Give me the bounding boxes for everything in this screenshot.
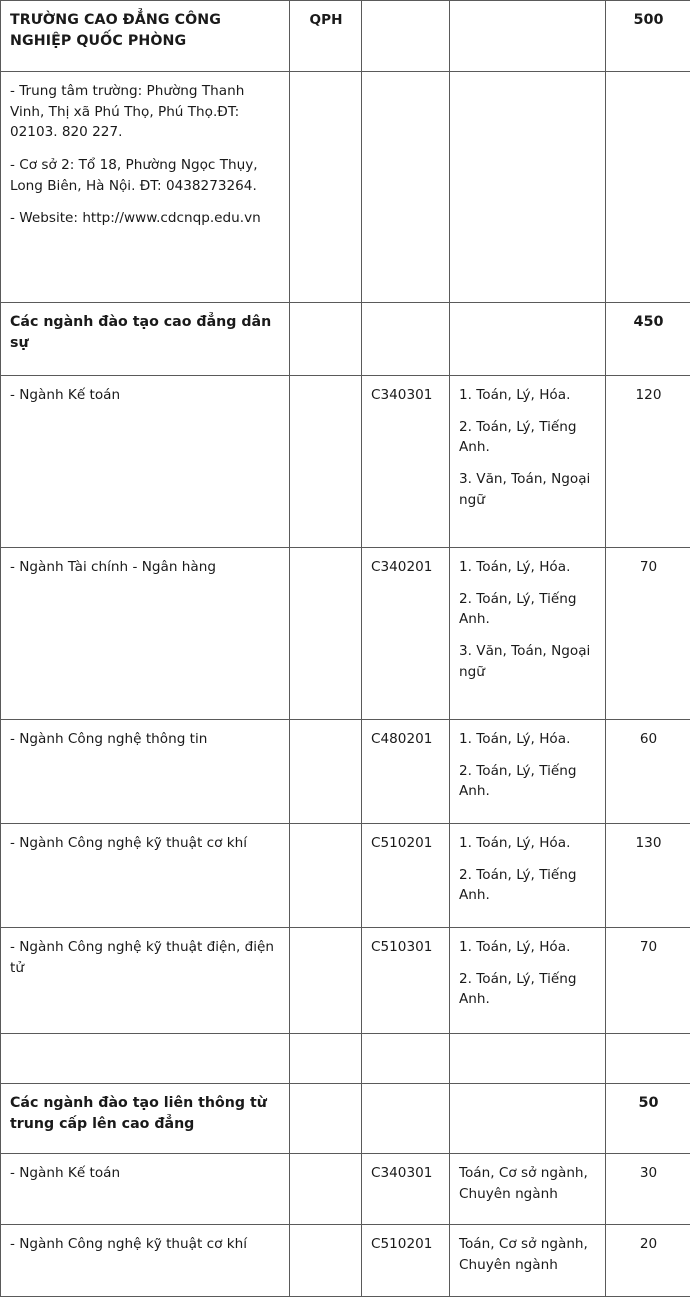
website-address: - Website: http://www.cdcnqp.edu.vn <box>10 208 281 229</box>
table-row <box>1 376 690 548</box>
branch-campus-address: - Cơ sở 2: Tổ 18, Phường Ngọc Thụy, Long Biên, Hà Nội. ĐT: 0438273264. <box>10 155 281 196</box>
subject-combination-line: 3. Văn, Toán, Ngoại ngữ <box>459 469 597 510</box>
subject-combination-line: 2. Toán, Lý, Tiếng Anh. <box>459 865 597 906</box>
program-major-code: C510201 <box>362 824 450 928</box>
school-code-cell: QPH <box>290 1 362 72</box>
program-major-code: C340301 <box>362 376 450 548</box>
subject-combination-line: Toán, Cơ sở ngành, Chuyên ngành <box>459 1163 597 1204</box>
school-code-cell-empty <box>290 548 362 720</box>
program-name: - Ngành Tài chính - Ngân hàng <box>1 548 290 720</box>
spacer-row <box>1 1034 690 1084</box>
program-quota: 20 <box>606 1225 690 1297</box>
subject-combination-line: 2. Toán, Lý, Tiếng Anh. <box>459 417 597 458</box>
table-row <box>1 720 690 824</box>
program-subject-combinations <box>450 720 606 824</box>
contact-info-row <box>1 72 690 303</box>
program-name: - Ngành Công nghệ kỹ thuật điện, điện tử <box>1 928 290 1034</box>
program-major-code: C510301 <box>362 928 450 1034</box>
program-subject-combinations <box>450 1154 606 1225</box>
main-campus-address: - Trung tâm trường: Phường Thanh Vinh, Thị xã Phú Thọ, Phú Thọ.ĐT: 02103. 820 227. <box>10 81 281 143</box>
program-major-code: C480201 <box>362 720 450 824</box>
subject-cell-empty <box>450 303 606 376</box>
subject-combination-line: 1. Toán, Lý, Hóa. <box>459 557 597 578</box>
school-code-cell-empty <box>290 376 362 548</box>
program-name: - Ngành Kế toán <box>1 376 290 548</box>
program-subject-combinations <box>450 548 606 720</box>
subject-combination-line: 3. Văn, Toán, Ngoại ngữ <box>459 641 597 682</box>
major-code-cell-empty <box>362 1084 450 1154</box>
quota-cell-empty <box>606 72 690 303</box>
major-code-cell-empty <box>362 72 450 303</box>
table-row <box>1 548 690 720</box>
subject-cell-empty <box>450 72 606 303</box>
major-code-cell-empty <box>362 303 450 376</box>
school-code-cell-empty <box>290 1084 362 1154</box>
group-heading-row-civil <box>1 303 690 376</box>
group-heading-civil: Các ngành đào tạo cao đẳng dân sự <box>1 303 290 376</box>
table-row <box>1 928 690 1034</box>
spacer-cell <box>450 1034 606 1084</box>
institution-total-quota-cell: 500 <box>606 1 690 72</box>
institution-name-cell: TRƯỜNG CAO ĐẲNG CÔNG NGHIỆP QUỐC PHÒNG <box>1 1 290 72</box>
program-subject-combinations <box>450 824 606 928</box>
subject-cell-empty <box>450 1084 606 1154</box>
subject-combination-line: 1. Toán, Lý, Hóa. <box>459 729 597 750</box>
program-quota: 30 <box>606 1154 690 1225</box>
school-code-cell-empty <box>290 824 362 928</box>
spacer-cell <box>362 1034 450 1084</box>
subject-cell-empty <box>450 1 606 72</box>
school-code-cell-empty <box>290 72 362 303</box>
school-code-cell-empty <box>290 1154 362 1225</box>
spacer-cell <box>606 1034 690 1084</box>
program-subject-combinations <box>450 1225 606 1297</box>
group-heading-transfer: Các ngành đào tạo liên thông từ trung cấp lên cao đẳng <box>1 1084 290 1154</box>
program-name: - Ngành Công nghệ kỹ thuật cơ khí <box>1 824 290 928</box>
subject-combination-line: 2. Toán, Lý, Tiếng Anh. <box>459 761 597 802</box>
program-major-code: C340301 <box>362 1154 450 1225</box>
school-code-cell-empty <box>290 720 362 824</box>
program-name: - Ngành Công nghệ kỹ thuật cơ khí <box>1 1225 290 1297</box>
program-quota: 70 <box>606 548 690 720</box>
group-quota-transfer: 50 <box>606 1084 690 1154</box>
subject-combination-line: 2. Toán, Lý, Tiếng Anh. <box>459 589 597 630</box>
group-quota-civil: 450 <box>606 303 690 376</box>
group-heading-row-transfer <box>1 1084 690 1154</box>
table-row <box>1 1154 690 1225</box>
subject-combination-line: Toán, Cơ sở ngành, Chuyên ngành <box>459 1234 597 1275</box>
table-row <box>1 824 690 928</box>
program-name: - Ngành Công nghệ thông tin <box>1 720 290 824</box>
spacer-cell <box>1 1034 290 1084</box>
contact-info-cell <box>1 72 290 303</box>
subject-combination-line: 1. Toán, Lý, Hóa. <box>459 385 597 406</box>
table-row <box>1 1225 690 1297</box>
program-major-code: C340201 <box>362 548 450 720</box>
program-quota: 70 <box>606 928 690 1034</box>
institution-header-row <box>1 1 690 72</box>
program-subject-combinations <box>450 376 606 548</box>
program-name: - Ngành Kế toán <box>1 1154 290 1225</box>
spacer-cell <box>290 1034 362 1084</box>
school-code-cell-empty <box>290 1225 362 1297</box>
program-quota: 130 <box>606 824 690 928</box>
subject-combination-line: 1. Toán, Lý, Hóa. <box>459 833 597 854</box>
program-subject-combinations <box>450 928 606 1034</box>
school-code-cell-empty <box>290 303 362 376</box>
school-code-cell-empty <box>290 928 362 1034</box>
subject-combination-line: 2. Toán, Lý, Tiếng Anh. <box>459 969 597 1010</box>
subject-combination-line: 1. Toán, Lý, Hóa. <box>459 937 597 958</box>
program-quota: 120 <box>606 376 690 548</box>
program-quota: 60 <box>606 720 690 824</box>
major-code-cell-empty <box>362 1 450 72</box>
program-major-code: C510201 <box>362 1225 450 1297</box>
